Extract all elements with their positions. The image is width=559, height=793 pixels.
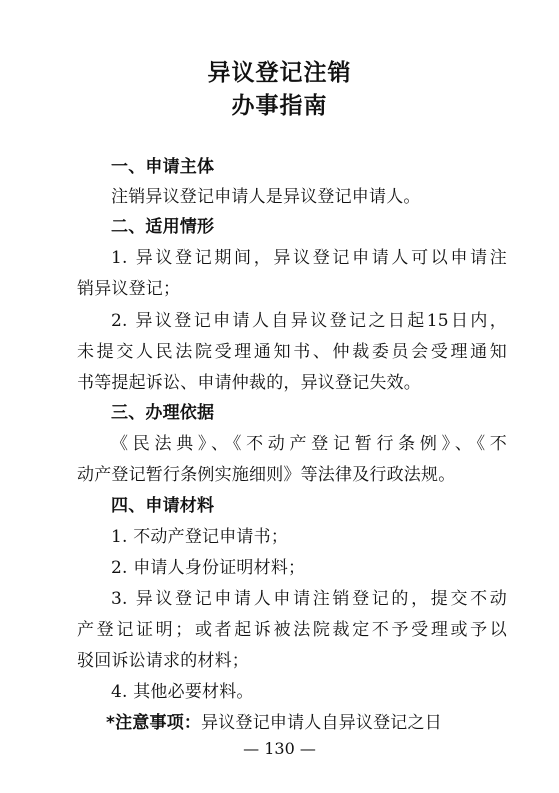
section4-item3-line3: 驳回诉讼请求的材料； [77,651,249,671]
section4-item2: 2. 申请人身份证明材料； [111,558,306,578]
section4-item3-line2: 产登记证明；或者起诉被法院裁定不予受理或予以 [77,620,507,640]
note-text: 异议登记申请人自异议登记之日 [201,713,442,733]
section4-heading: 四、申请材料 [111,496,215,516]
section2-item2-line3: 书等提起诉讼、申请仲裁的，异议登记失效。 [77,373,421,393]
section1-heading: 一、申请主体 [111,157,215,177]
section4-item1: 1. 不动产登记申请书； [111,527,289,547]
section2-item1-line1: 1. 异议登记期间，异议登记申请人可以申请注 [111,248,507,268]
section2-item2-line2: 未提交人民法院受理通知书、仲裁委员会受理通知 [77,342,507,362]
section4-item4: 4. 其他必要材料。 [111,682,254,702]
document-title-line2: 办事指南 [231,93,328,119]
section2-item2-line1: 2. 异议登记申请人自异议登记之日起15日内， [111,311,507,331]
section1-text: 注销异议登记申请人是异议登记申请人。 [111,187,421,207]
section3-text-line1: 《民法典》、《不动产登记暂行条例》、《不 [111,434,507,454]
section2-heading: 二、适用情形 [111,217,215,237]
note-label: *注意事项： [106,713,202,733]
document-title-line1: 异议登记注销 [207,60,352,86]
section3-heading: 三、办理依据 [111,403,215,423]
note-line [106,711,507,735]
section2-item1-line2: 销异议登记； [77,279,181,299]
page-number: — 130 — [243,739,316,758]
section3-text-line2: 动产登记暂行条例实施细则》等法律及行政法规。 [77,465,456,485]
section4-item3-line1: 3. 异议登记申请人申请注销登记的，提交不动 [111,589,507,609]
